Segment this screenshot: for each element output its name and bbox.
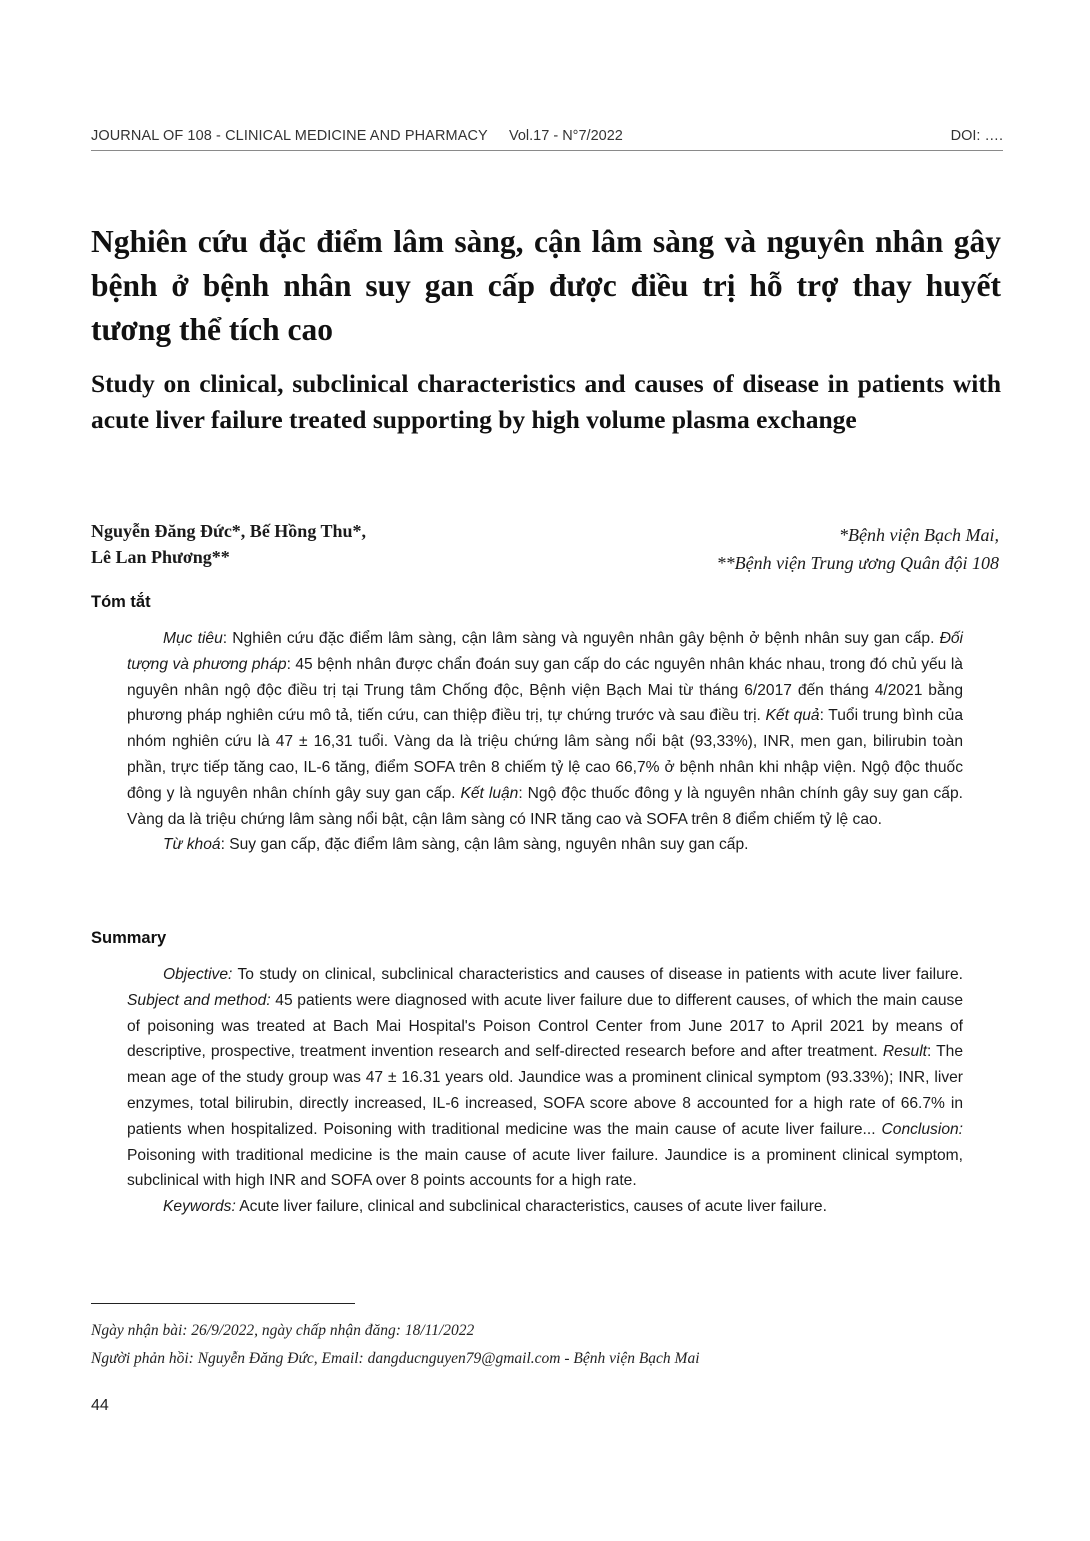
authors [91, 518, 511, 570]
running-header [91, 128, 1003, 151]
page-number: 44 [91, 1397, 109, 1414]
footnote-corresponding: Người phản hồi: Nguyễn Đăng Đức, Email: dangducnguyen79@gmail.com - Bệnh viện Bạch Mai [91, 1350, 700, 1367]
affiliations [579, 521, 999, 577]
keywords-text-vi: : Suy gan cấp, đặc điểm lâm sàng, cận lâm sàng, nguyên nhân suy gan cấp. [220, 836, 749, 854]
abstract-english [127, 962, 963, 1220]
objective-label-en: Objective: [163, 966, 233, 983]
keywords-text-en: Acute liver failure, clinical and subclinical characteristics, causes of acute liver failure. [235, 1198, 827, 1216]
abstract-en-body [91, 962, 963, 1194]
keywords-label-en: Keywords: [163, 1198, 236, 1216]
objective-text-vi: : Nghiên cứu đặc điểm lâm sàng, cận lâm sàng và nguyên nhân gây bệnh ở bệnh nhân suy gan cấp. [222, 630, 940, 647]
result-label-en: Result [882, 1043, 928, 1061]
title-english: Study on clinical, subclinical characteristics and causes of disease in patients with acute liver failure treated supporting by high volume plasma exchange [91, 369, 1001, 434]
doi: DOI: …. [950, 128, 1003, 144]
method-label-vi: Đối tượng và phương pháp [127, 630, 963, 673]
authors-line-2: Lê Lan Phương** [91, 547, 230, 567]
footnote-divider [91, 1303, 355, 1304]
affiliation-line-1: *Bệnh viện Bạch Mai, [839, 525, 999, 545]
title-vietnamese: Nghiên cứu đặc điểm lâm sàng, cận lâm sàng và nguyên nhân gây bệnh ở bệnh nhân suy gan cấp được điều trị hỗ trợ thay huyết tương thể tích cao [91, 224, 1001, 347]
keywords-vi [91, 832, 963, 858]
abstract-vietnamese [127, 626, 963, 858]
abstract-en-heading: Summary [91, 929, 167, 947]
conclusion-label-vi: Kết luận [460, 784, 519, 802]
method-text-vi: : 45 bệnh nhân được chẩn đoán suy gan cấp do các nguyên nhân khác nhau, trong đó chủ yếu là nguyên nhân ngộ độc điều trị tại Trung tâm Chống độc, Bệnh viện Bạch Mai từ tháng 6/2017 đến tháng 4/2021 bằng phương pháp nghiên cứu mô tả, tiến cứu, can thiệp điều trị, tự chứng trước và sau điều trị. [127, 655, 963, 725]
footnote-received: Ngày nhận bài: 26/9/2022, ngày chấp nhận đăng: 18/11/2022 [91, 1322, 475, 1339]
result-text-en: : The mean age of the study group was 47 ± 16.31 years old. Jaundice was a prominent clinical symptom (93.33%); INR, liver enzymes, total bilirubin, directly increased, IL-6 increased, SOFA score above 8 accounted for a high rate of 66.7% in patients when hospitalized. Poisoning with traditional medicine was the main cause of acute liver failure... [127, 1043, 963, 1138]
abstract-vi-body [91, 626, 963, 832]
conclusion-label-en: Conclusion: [881, 1120, 963, 1138]
objective-text-en: To study on clinical, subclinical characteristics and causes of disease in patients with acute liver failure. [232, 966, 963, 983]
method-label-en: Subject and method: [127, 991, 271, 1009]
result-label-vi: Kết quả [765, 707, 820, 725]
conclusion-text-en: Poisoning with traditional medicine is the main cause of acute liver failure. Jaundice is a prominent clinical symptom, subclinical with high INR and SOFA over 8 points accounts for a high rate. [127, 1146, 963, 1190]
result-text-vi: : Tuổi trung bình của nhóm nghiên cứu là 47 ± 16,31 tuổi. Vàng da là triệu chứng lâm sàng nổi bật (93,33%), INR, men gan, bilirubin toàn phần, trực tiếp tăng cao, IL-6 tăng, điểm SOFA trên 8 chiếm tỷ lệ cao 66,7% ở bệnh nhân khi nhập viện. Ngộ độc thuốc đông y là nguyên nhân chính gây suy gan cấp. [127, 707, 964, 802]
authors-line-1: Nguyễn Đăng Đức*, Bế Hồng Thu*, [91, 521, 367, 541]
volume-issue: Vol.17 - N°7/2022 [509, 128, 623, 144]
method-text-en: 45 patients were diagnosed with acute liver failure due to different causes, of which the main cause of poisoning was treated at Bach Mai Hospital's Poison Control Center from June 2017 to April 2021 by means of descriptive, prospective, treatment invention research and self-directed research before and after treatment. [127, 991, 963, 1061]
abstract-vi-heading: Tóm tắt [91, 593, 151, 611]
conclusion-text-vi: : Ngộ độc thuốc đông y là nguyên nhân chính gây suy gan cấp. Vàng da là triệu chứng lâm sàng nổi bật, cận lâm sàng có INR tăng cao và SOFA trên 8 điểm chiếm tỷ lệ cao. [127, 784, 963, 828]
keywords-label-vi: Từ khoá [163, 836, 221, 854]
affiliation-line-2: **Bệnh viện Trung ương Quân đội 108 [716, 553, 999, 573]
keywords-en [91, 1194, 963, 1220]
objective-label-vi: Mục tiêu [163, 630, 223, 647]
journal-name: JOURNAL OF 108 - CLINICAL MEDICINE AND PHARMACY [91, 128, 488, 144]
